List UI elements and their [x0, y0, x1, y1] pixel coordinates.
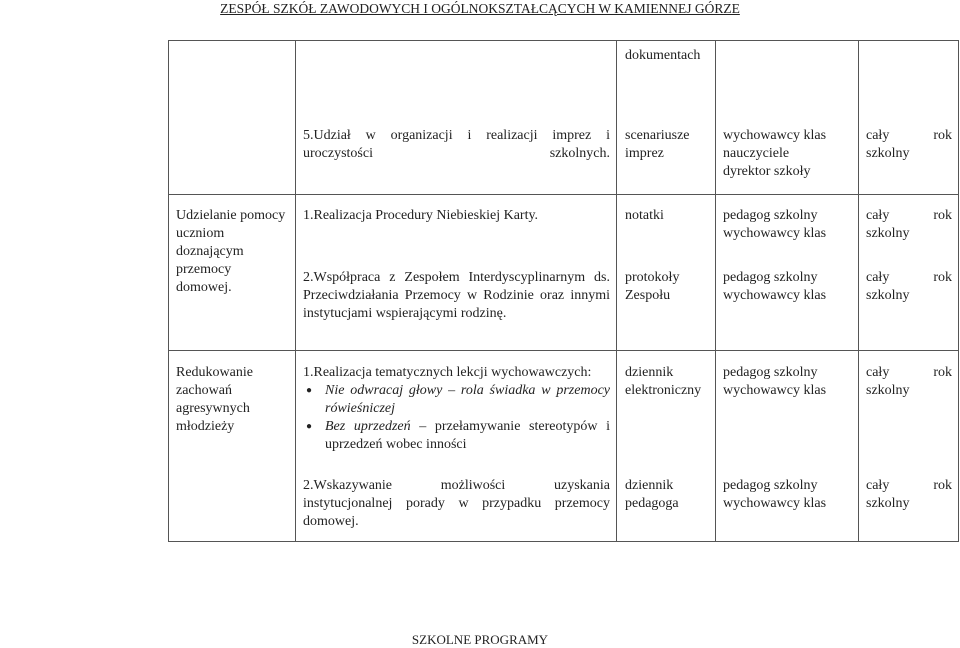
- area-cell: Redukowanie zachowań agresywnych młodzieży: [176, 365, 253, 434]
- responsible-line: wychowawcy klas: [723, 226, 827, 241]
- term-cell: [866, 477, 952, 513]
- task-cell: 5.Udział w organizacji i realizacji imprez i uroczystości szkolnych.: [303, 128, 610, 161]
- term-cell: [866, 269, 952, 305]
- school-name: ZESPÓŁ SZKÓŁ ZAWODOWYCH I OGÓLNOKSZTAŁCĄCYCH W KAMIENNEJ GÓRZE: [220, 1, 740, 16]
- term-line: cały rok: [866, 365, 952, 380]
- term-cell: [866, 207, 952, 243]
- responsible-line: wychowawcy klas: [723, 383, 827, 398]
- method-cell: dokumentach: [625, 48, 701, 63]
- term-line: cały rok: [866, 208, 952, 223]
- list-item: [303, 382, 610, 418]
- term-line: cały rok: [866, 270, 952, 285]
- responsible-line: dyrektor szkoły: [723, 164, 811, 179]
- method-cell: dziennik elektroniczny: [625, 365, 702, 398]
- responsible-line: pedagog szkolny: [723, 365, 818, 380]
- responsible-line: wychowawcy klas: [723, 288, 827, 303]
- responsible-cell: [723, 477, 853, 513]
- method-cell: scenariusze imprez: [625, 128, 690, 161]
- term-cell: [866, 127, 952, 163]
- term-line: szkolny: [866, 496, 910, 511]
- responsible-line: nauczyciele: [723, 146, 790, 161]
- task-cell: [303, 364, 610, 454]
- task-intro: 1.Realizacja tematycznych lekcji wychowawczych:: [303, 365, 592, 380]
- task-cell: 2.Wskazywanie możliwości uzyskania instytucjonalnej porady w przypadku przemocy domowej.: [303, 478, 610, 529]
- term-line: cały rok: [866, 478, 952, 493]
- term-line: cały rok: [866, 128, 952, 143]
- responsible-cell: [723, 364, 853, 400]
- responsible-cell: [723, 269, 853, 305]
- task-cell: 2.Współpraca z Zespołem Interdyscyplinarnym ds. Przeciwdziałania Przemocy w Rodzinie oraz innymi instytucjami wspierającymi rodzinę.: [303, 270, 610, 321]
- method-cell: protokoły Zespołu: [625, 270, 680, 303]
- method-cell: dziennik pedagoga: [625, 478, 679, 511]
- responsible-line: pedagog szkolny: [723, 208, 818, 223]
- term-line: szkolny: [866, 288, 910, 303]
- list-item: [303, 418, 610, 454]
- responsible-cell: [723, 207, 853, 243]
- topic-text: Nie odwracaj głowy – rola świadka w przemocy rówieśniczej: [325, 383, 610, 416]
- responsible-line: pedagog szkolny: [723, 270, 818, 285]
- term-line: szkolny: [866, 383, 910, 398]
- responsible-line: wychowawcy klas: [723, 128, 827, 143]
- document-header: [0, 0, 960, 18]
- area-cell: Udzielanie pomocy uczniom doznającym przemocy domowej.: [176, 208, 286, 295]
- task-cell: 1.Realizacja Procedury Niebieskiej Karty.: [303, 208, 539, 223]
- responsible-line: wychowawcy klas: [723, 496, 827, 511]
- document-footer: SZKOLNE PROGRAMY: [411, 632, 549, 647]
- topic-text: – przełamywanie stereotypów i uprzedzeń wobec inności: [325, 419, 610, 452]
- term-cell: [866, 364, 952, 400]
- topic-title: Bez uprzedzeń: [325, 419, 411, 434]
- term-line: szkolny: [866, 226, 910, 241]
- responsible-cell: [723, 127, 853, 181]
- responsible-line: pedagog szkolny: [723, 478, 818, 493]
- method-cell: notatki: [625, 208, 664, 223]
- term-line: szkolny: [866, 146, 910, 161]
- topic-list: [303, 382, 610, 454]
